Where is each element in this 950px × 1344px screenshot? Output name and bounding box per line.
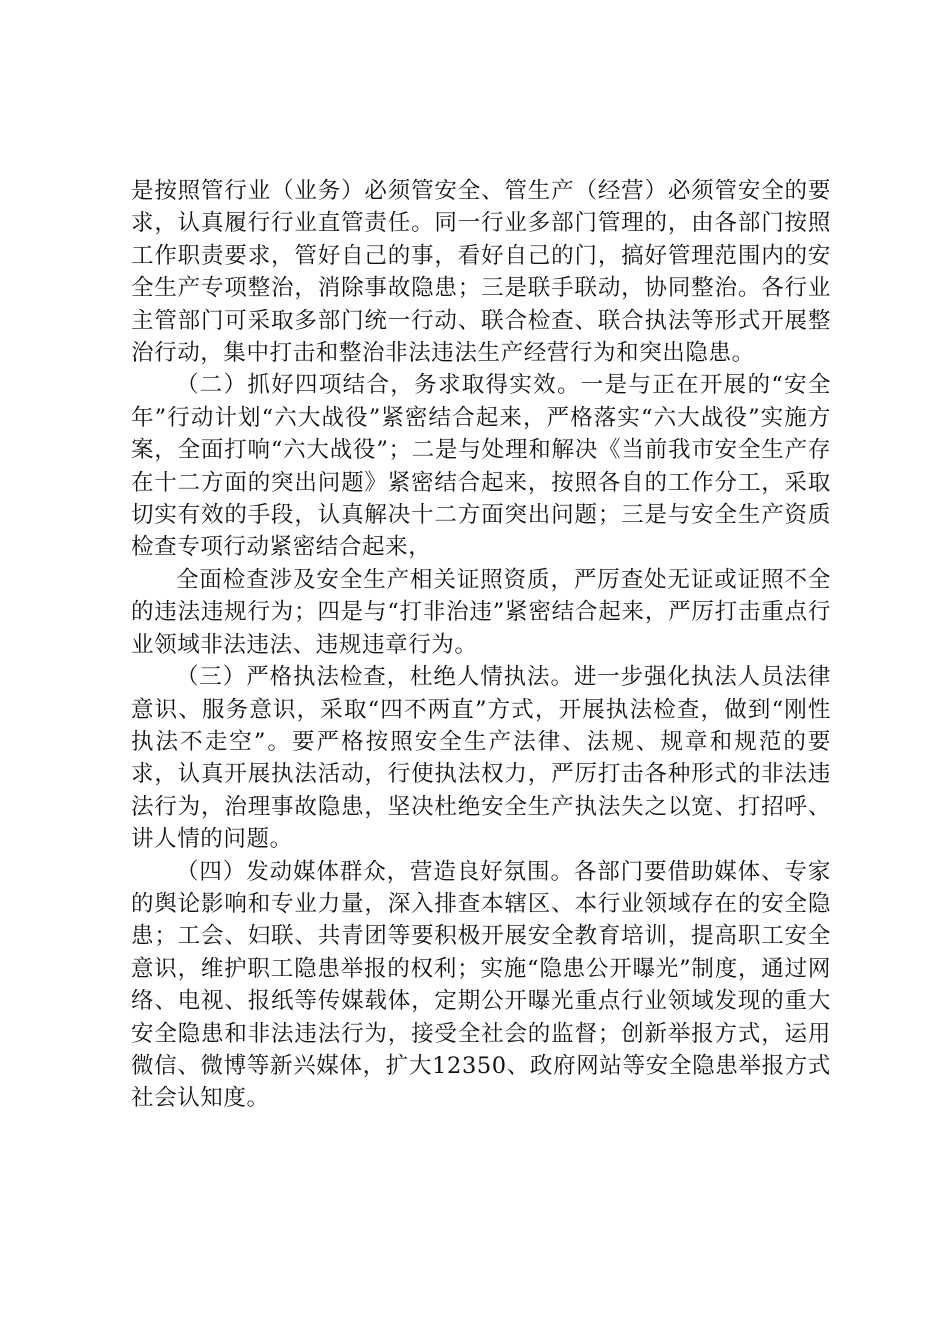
paragraph-1: 是按照管行业（业务）必须管安全、管生产（经营）必须管安全的要求，认真履行行业直管责任。同一行业多部门管理的，由各部门按照工作职责要求，管好自己的事，看好自己的门，搞好管理范围内的安全生产专项整治，消除事故隐患；三是联手联动，协同整治。各行业主管部门可采取多部门统一行动、联合检查、联合执法等形式开展整治行动，集中打击和整治非法违法生产经营行为和突出隐患。 (131, 178, 831, 367)
paragraph-2: （二）抓好四项结合，务求取得实效。一是与正在开展的“安全年”行动计划“六大战役”紧密结合起来，严格落实“六大战役”实施方案，全面打响“六大战役”；二是与处理和解决《当前我市安全生产存在十二方面的突出问题》紧密结合起来，按照各自的工作分工，采取切实有效的手段，认真解决十二方面突出问题；三是与安全生产资质检查专项行动紧密结合起来， (131, 372, 831, 561)
paragraph-4: （三）严格执法检查，杜绝人情执法。进一步强化执法人员法律意识、服务意识，采取“四不两直”方式，开展执法检查，做到“刚性执法不走空”。要严格按照安全生产法律、法规、规章和规范的要求，认真开展执法活动，行使执法权力，严厉打击各种形式的非法违法行为，治理事故隐患，坚决杜绝安全生产执法失之以宽、打招呼、讲人情的问题。 (131, 664, 831, 853)
paragraph-3: 全面检查涉及安全生产相关证照资质，严厉查处无证或证照不全的违法违规行为；四是与“打非治违”紧密结合起来，严厉打击重点行业领域非法违法、违规违章行为。 (131, 566, 831, 658)
paragraph-5: （四）发动媒体群众，营造良好氛围。各部门要借助媒体、专家的舆论影响和专业力量，深入排查本辖区、本行业领域存在的安全隐患；工会、妇联、共青团等要积极开展安全教育培训，提高职工安全意识，维护职工隐患举报的权利；实施“隐患公开曝光”制度，通过网络、电视、报纸等传媒载体，定期公开曝光重点行业领域发现的重大安全隐患和非法违法行为，接受全社会的监督；创新举报方式，运用微信、微博等新兴媒体，扩大12350、政府网站等安全隐患举报方式社会认知度。 (131, 858, 831, 1112)
document-body (131, 175, 831, 1115)
